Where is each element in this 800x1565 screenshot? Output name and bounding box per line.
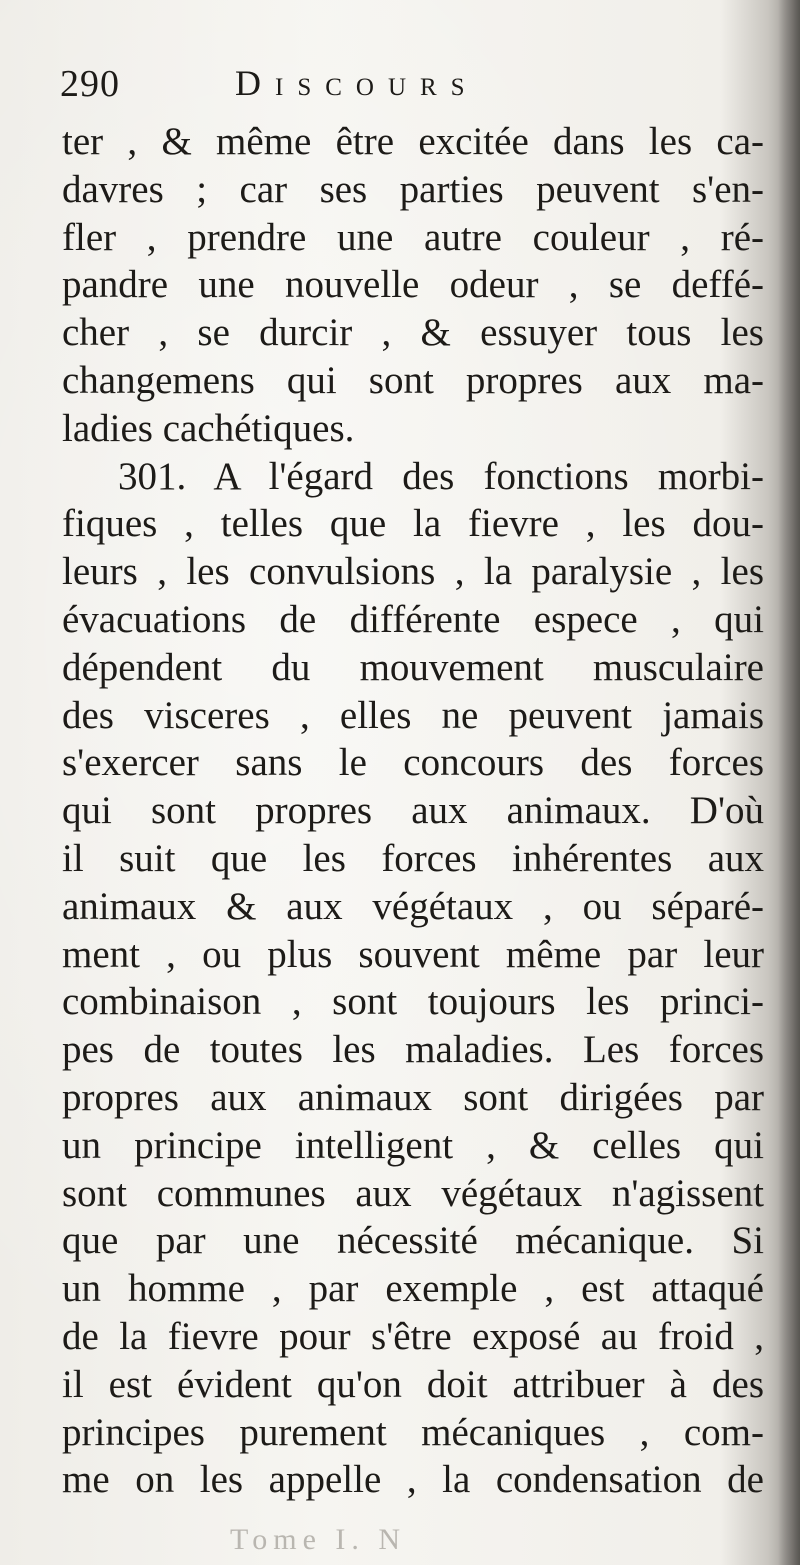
text-line: pandre une nouvelle odeur , se deffé- — [62, 263, 764, 307]
text-line: leurs , les convulsions , la paralysie , les — [62, 550, 764, 594]
text-line: pes de toutes les maladies. Les forces — [62, 1028, 764, 1072]
text-line: un homme , par exemple , est attaqué — [62, 1267, 764, 1311]
text-line: évacuations de différente espece , qui — [62, 597, 764, 641]
text-line: qui sont propres aux animaux. D'où — [62, 789, 764, 833]
gutter-shadow — [778, 0, 800, 1565]
text-line: s'exercer sans le concours des forces — [62, 741, 764, 785]
signature-mark: Tome I. N — [230, 1523, 407, 1556]
text-line: un principe intelligent , & celles qui — [62, 1123, 764, 1167]
text-line: davres ; car ses parties peuvent s'en- — [62, 167, 764, 211]
text-line: ment , ou plus souvent même par leur — [62, 932, 764, 976]
text-line: fler , prendre une autre couleur , ré- — [62, 215, 764, 259]
text-line: propres aux animaux sont dirigées par — [62, 1075, 764, 1119]
text-line: des visceres , elles ne peuvent jamais — [62, 693, 764, 737]
text-line: de la fievre pour s'être exposé au froid , — [62, 1314, 764, 1358]
page-header — [60, 62, 680, 112]
text-line: il suit que les forces inhérentes aux — [62, 836, 764, 880]
text-line: fiques , telles que la fievre , les dou- — [62, 502, 764, 546]
text-line: animaux & aux végétaux , ou séparé- — [62, 884, 764, 928]
text-line: dépendent du mouvement musculaire — [62, 645, 764, 689]
text-line: il est évident qu'on doit attribuer à des — [62, 1362, 764, 1406]
text-line: combinaison , sont toujours les princi- — [62, 980, 764, 1024]
text-line: ter , & même être excitée dans les ca- — [62, 120, 764, 163]
body-text — [62, 118, 764, 1504]
text-line: changemens qui sont propres aux ma- — [62, 358, 764, 402]
page-number: 290 — [60, 63, 120, 105]
text-line: principes purement mécaniques , com- — [62, 1410, 764, 1454]
text-line: me on les appelle , la condensation de — [62, 1458, 764, 1502]
text-line: ladies cachétiques. — [62, 406, 355, 450]
paragraph-start-line: 301. A l'égard des fonctions morbi- — [118, 454, 764, 498]
running-title: Discours — [235, 63, 479, 103]
text-line: cher , se durcir , & essuyer tous les — [62, 311, 764, 355]
text-line: sont communes aux végétaux n'agissent — [62, 1171, 764, 1215]
text-line: que par une nécessité mécanique. Si — [62, 1219, 764, 1263]
